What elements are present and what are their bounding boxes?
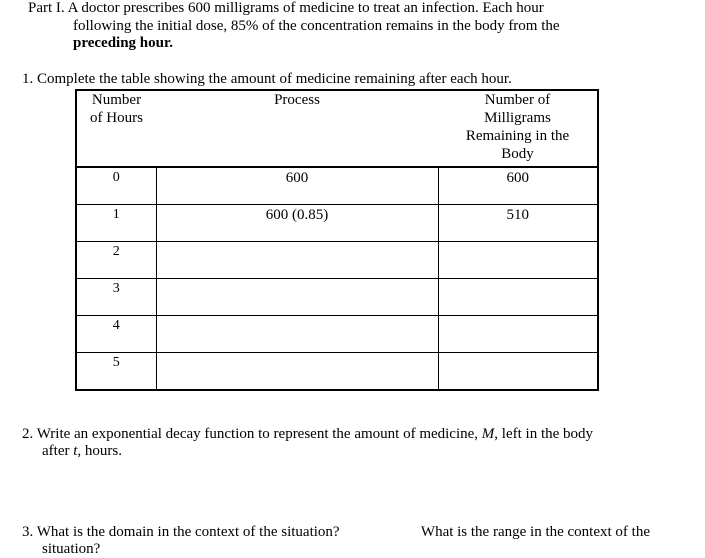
table-row — [76, 279, 598, 316]
intro-paragraph — [28, 0, 608, 53]
header-process: Process — [156, 90, 438, 167]
process-cell[interactable]: 600 (0.85) — [156, 205, 438, 242]
table-row — [76, 205, 598, 242]
table-row — [76, 353, 598, 391]
hours-cell: 1 — [76, 205, 156, 242]
question-3: 3. What is the domain in the context of the situation? What is the range in the context of the situation? — [22, 524, 650, 557]
remaining-cell[interactable] — [438, 353, 598, 391]
question-3-range: What is the range in the context of the — [420, 524, 650, 540]
intro-line-3: preceding hour. — [73, 35, 174, 51]
question-1: 1. Complete the table showing the amount of medicine remaining after each hour. — [22, 71, 512, 87]
header-hours: Number of Hours — [76, 90, 156, 167]
process-cell[interactable] — [156, 279, 438, 316]
table-row — [76, 316, 598, 353]
intro-line-2: following the initial dose, 85% of the concentration remains in the body from the — [73, 17, 560, 34]
process-cell[interactable] — [156, 316, 438, 353]
remaining-cell[interactable] — [438, 316, 598, 353]
table-header-row — [76, 90, 598, 167]
remaining-cell[interactable]: 600 — [438, 167, 598, 205]
medicine-table — [75, 89, 599, 391]
intro-line-1: Part I. A doctor prescribes 600 milligrams of medicine to treat an infection. Each hour — [28, 0, 544, 16]
variable-m: M — [481, 426, 495, 442]
hours-cell: 2 — [76, 242, 156, 279]
hours-cell: 0 — [76, 167, 156, 205]
remaining-cell[interactable] — [438, 242, 598, 279]
process-cell[interactable] — [156, 242, 438, 279]
variable-t: t — [73, 443, 78, 459]
header-milligrams: Number of Milligrams Remaining in the Body — [438, 90, 598, 167]
hours-cell: 3 — [76, 279, 156, 316]
remaining-cell[interactable] — [438, 279, 598, 316]
process-cell[interactable] — [156, 353, 438, 391]
table-row — [76, 167, 598, 205]
remaining-cell[interactable]: 510 — [438, 205, 598, 242]
question-2: 2. Write an exponential decay function to represent the amount of medicine, M, left in the body after t, hours. — [22, 426, 594, 459]
question-3-domain: 3. What is the domain in the context of the situation? — [22, 524, 340, 540]
hours-cell: 4 — [76, 316, 156, 353]
hours-cell: 5 — [76, 353, 156, 391]
process-cell[interactable]: 600 — [156, 167, 438, 205]
table-row — [76, 242, 598, 279]
